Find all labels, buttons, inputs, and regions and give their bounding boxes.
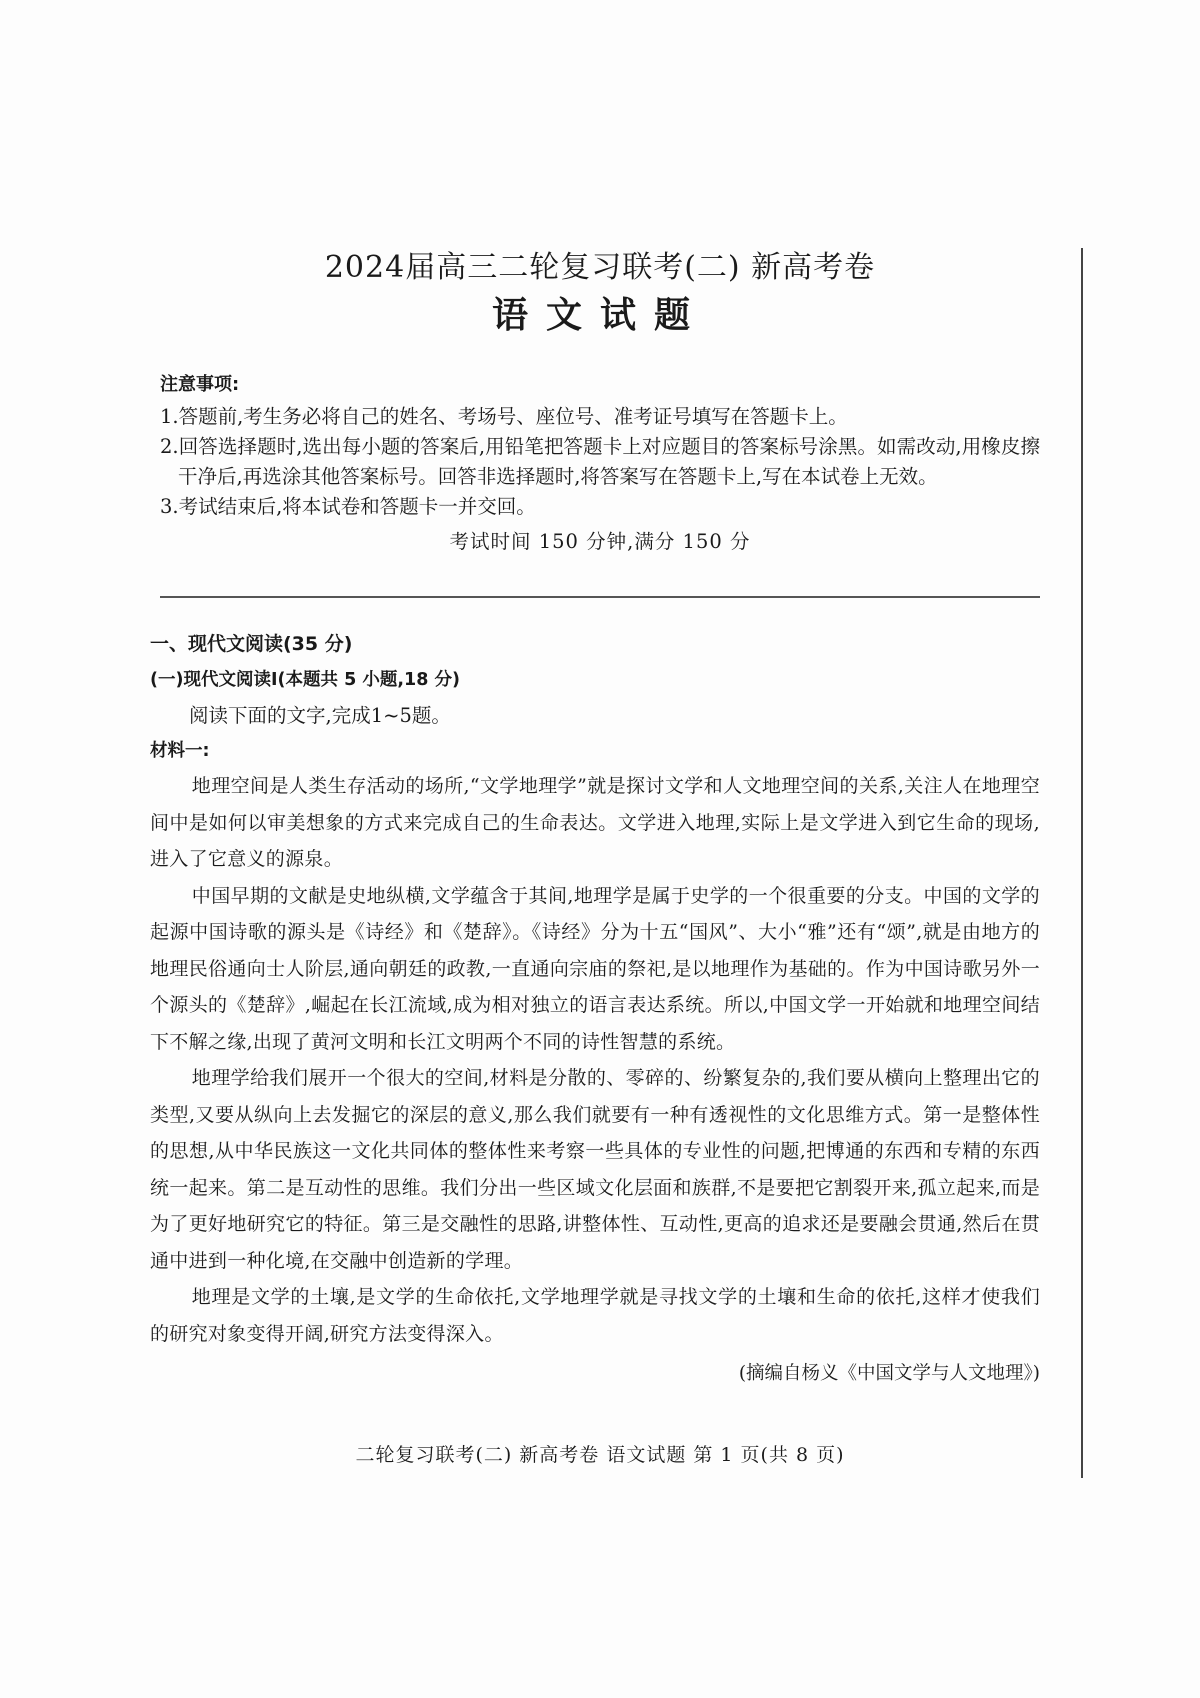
reading-instruction: 阅读下面的文字,完成1~5题。 bbox=[189, 704, 451, 727]
subsection-heading: (一)现代文阅读Ⅰ(本题共 5 小题,18 分) bbox=[150, 670, 460, 690]
material-label: 材料一: bbox=[150, 741, 210, 761]
reading-section bbox=[150, 626, 1040, 1392]
notice-block bbox=[160, 370, 1040, 558]
paragraph-1: 地理空间是人类生存活动的场所,“文学地理学”就是探讨文学和人文地理空间的关系,关注人在地理空间中是如何以审美想象的方式来完成自己的生命表达。文学进入地理,实际上是文学进入到它生命的现场,进入了它意义的源泉。 bbox=[150, 775, 1040, 870]
source-citation: (摘编自杨义《中国文学与人文地理》) bbox=[738, 1363, 1040, 1384]
page-footer: 二轮复习联考(二) 新高考卷 语文试题 第 1 页(共 8 页) bbox=[355, 1444, 845, 1466]
exam-header-title: 2024届高三二轮复习联考(二) 新高考卷 bbox=[324, 250, 876, 285]
paragraph-4: 地理是文学的土壤,是文学的生命依托,文学地理学就是寻找文学的土壤和生命的依托,这样才使我们的研究对象变得开阔,研究方法变得深入。 bbox=[150, 1286, 1040, 1345]
exam-time: 考试时间 150 分钟,满分 150 分 bbox=[449, 530, 751, 553]
binding-line bbox=[1081, 248, 1083, 1478]
subject-title: 语文试题 bbox=[491, 295, 708, 336]
header-divider bbox=[160, 596, 1040, 598]
notice-heading: 注意事项: bbox=[160, 374, 240, 395]
paragraph-2: 中国早期的文献是史地纵横,文学蕴含于其间,地理学是属于史学的一个很重要的分支。中国的文学的起源中国诗歌的源头是《诗经》和《楚辞》。《诗经》分为十五“国风”、大小“雅”还有“颂”,就是由地方的地理民俗通向士人阶层,通向朝廷的政教,一直通向宗庙的祭祀,是以地理作为基础的。作为中国诗歌另外一个源头的《楚辞》,崛起在长江流域,成为相对独立的语言表达系统。所以,中国文学一开始就和地理空间结下不解之缘,出现了黄河文明和长江文明两个不同的诗性智慧的系统。 bbox=[150, 884, 1040, 1053]
paragraph-3: 地理学给我们展开一个很大的空间,材料是分散的、零碎的、纷繁复杂的,我们要从横向上整理出它的类型,又要从纵向上去发掘它的深层的意义,那么我们就要有一种有透视性的文化思维方式。第一是整体性的思想,从中华民族这一文化共同体的整体性来考察一些具体的专业性的问题,把博通的东西和专精的东西统一起来。第二是互动性的思维。我们分出一些区域文化层面和族群,不是要把它割裂开来,孤立起来,而是为了更好地研究它的特征。第三是交融性的思路,讲整体性、互动性,更高的追求还是要融会贯通,然后在贯通中进到一种化境,在交融中创造新的学理。 bbox=[150, 1067, 1040, 1272]
section-heading: 一、现代文阅读(35 分) bbox=[150, 633, 353, 655]
notice-item-1: 1.答题前,考生务必将自己的姓名、考场号、座位号、准考证号填写在答题卡上。 bbox=[160, 405, 848, 428]
notice-item-2: 2.回答选择题时,选出每小题的答案后,用铅笔把答题卡上对应题目的答案标号涂黑。如需改动,用橡皮擦干净后,再选涂其他答案标号。回答非选择题时,将答案写在答题卡上,写在本试卷上无效。 bbox=[160, 435, 1040, 488]
notice-item-3: 3.考试结束后,将本试卷和答题卡一并交回。 bbox=[160, 495, 536, 518]
